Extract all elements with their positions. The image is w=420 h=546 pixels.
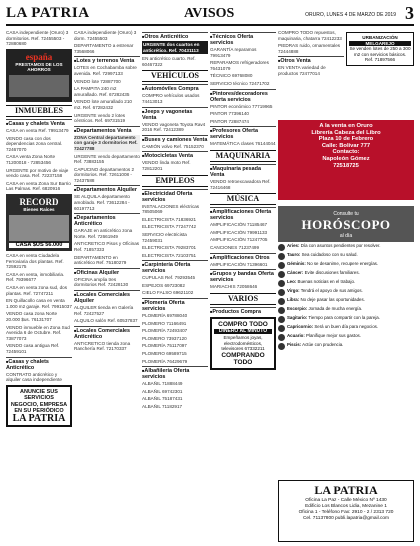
- sign-name: Géminis:: [287, 261, 306, 266]
- classified-ad: VENDO lote amurallado 210 m2. Ref. 67282432: [74, 99, 132, 110]
- sign-name: Capricornio:: [287, 324, 314, 329]
- column-1: [6, 30, 72, 542]
- realestate-brand: RECORD: [19, 196, 59, 207]
- classified-ad: URGENTE vendo departamento Ref. 73883155: [74, 153, 140, 165]
- category-heading: ■ Otros Venta: [278, 56, 344, 64]
- category-heading: ■ Maquinaria pesada Venta: [210, 164, 276, 178]
- leo-icon: [278, 280, 285, 287]
- classified-ad: LA PAMPITA 240 m2 amurallado. Ref. 67282435: [74, 86, 130, 97]
- footer-line: Edificio Los Blancos Lidia, Mezanine 1: [305, 504, 387, 509]
- horoscope-kicker: Consulte tu: [333, 211, 359, 217]
- classified-ad: CASA venta Zona Norte 71200018 - 72853456: [6, 154, 56, 165]
- section-heading: VARIOS: [210, 293, 276, 305]
- column-6: [346, 30, 414, 116]
- pisces-icon: [278, 343, 285, 350]
- sagittarius-icon: [278, 316, 285, 323]
- classified-ad: CONTRATO anticrético y alquiler casa independiente: [6, 371, 62, 383]
- classified-ad: CASA en venta Ref. 79913479: [6, 127, 69, 133]
- category-heading: ■ Oficinas Alquiler: [74, 268, 140, 276]
- classified-ad: CAPUCINO departamentos 2 dormitorios. Ref. 72611008 - 72437588: [74, 166, 134, 183]
- virgo-icon: [278, 289, 285, 296]
- sign-sagitario: [278, 315, 414, 323]
- classified-ad: PINTOR 77396140: [210, 111, 249, 117]
- classified-ad: CASA en venta zona sud, dos plantas. Ref. 72747211: [6, 285, 68, 296]
- classified-ad: VENDO vagoneta Toyota Rav4 2016 Ref. 72412389: [142, 121, 206, 133]
- classified-ad: DEPARTAMENTO en anticrético Ref. 75180279: [74, 254, 127, 266]
- classified-ad: REPARAMOS refrigeradores 76431079: [210, 60, 269, 71]
- notice-line: EN SU PERIÓDICO: [14, 408, 64, 414]
- book-ad-line: Librería Cabeza del Libro: [311, 129, 381, 136]
- category-heading: ■ Productos Compra: [210, 307, 276, 315]
- sign-tauro: [278, 252, 414, 260]
- classified-ad: VENDO casa zona Norte 20.000 $us. 76131707: [6, 311, 58, 323]
- classified-ad: ANTICRETICO tienda zona Ranchería Ref. 72170337: [74, 340, 131, 352]
- classified-ad: CASA en venta Zona Sur Barrio Las Palmas. Ref. 6820916: [6, 180, 71, 192]
- sign-aries: [278, 243, 414, 251]
- classified-ad: ESPEJOS 69723082: [142, 282, 185, 288]
- footer-logo: LA PATRIA: [314, 483, 378, 497]
- sign-name: Leo:: [287, 279, 297, 284]
- category-heading: ■ Amplificaciones Oferta servicios: [210, 207, 276, 221]
- section-title: AVISOS: [184, 6, 235, 21]
- classified-ad: VENDO retroexcavadora Ref. 72416468: [210, 178, 271, 190]
- classified-ad: DEPARTAMENTO a estrenar 73568066: [74, 43, 134, 54]
- classified-ad: CASA en venta Ciudadela Ferroviaria dos plantas. Ref. 72592175: [6, 253, 64, 270]
- classified-ad: CASA en venta, inmobiliaria. Ref. 79396677: [6, 271, 65, 283]
- classified-ad: SERVICIO técnico 72471702: [210, 80, 270, 86]
- sign-text: Sea cuidadoso con su salud.: [301, 252, 358, 257]
- classified-ad: ELECTRICISTA 77247742: [142, 224, 197, 230]
- urbanizacion-title: URBANIZACIÓN: [362, 35, 398, 40]
- aries-icon: [278, 244, 285, 251]
- sign-name: Sagitario:: [287, 315, 308, 320]
- category-heading: ■ Locales Comerciales Anticrético: [74, 326, 140, 340]
- classified-ad: CAMIÓN volvo Ref. 75152370: [142, 143, 204, 149]
- realestate-price: CASA $US 56.000: [9, 243, 69, 249]
- horoscope-header: [278, 206, 414, 242]
- compro-sub: DINERO AL MINUTO: [214, 329, 272, 335]
- sign-text: Tendrá el apoyo de sus amigos.: [300, 288, 363, 293]
- sign-name: Piscis:: [287, 342, 302, 347]
- category-heading: ■ Albañilería Oferta servicios: [142, 366, 208, 380]
- classified-ad: PLOMERÍA 69788040: [142, 313, 188, 319]
- category-heading: ■ Casas y chalets Anticrético: [6, 357, 72, 371]
- classified-ad: EN VENTA variedad de productos 72477014: [278, 65, 326, 76]
- category-heading: ■ Profesores Oferta servicios: [210, 126, 276, 140]
- sign-acuario: [278, 333, 414, 341]
- sign-text: Planifique mejor sus gastos.: [306, 333, 361, 338]
- classified-ad: PLOMERÍA 76429679: [142, 358, 188, 364]
- classified-ad: ALBAÑIL 69742301: [142, 388, 183, 394]
- category-heading: ■ Departamentos Venta: [74, 126, 140, 134]
- page-number: 3: [405, 3, 414, 23]
- notice-logo: LA PATRIA: [12, 413, 66, 425]
- sign-text: Actúe con prudencia.: [302, 342, 344, 347]
- footer-line: Oficina La Paz - Calle México Nº 1430: [305, 498, 387, 503]
- sign-name: Tauro:: [287, 252, 301, 257]
- category-heading: ■ Departamentos Alquiler: [74, 185, 140, 193]
- section-heading: MAQUINARIA: [210, 150, 276, 162]
- classified-ad: EN anticrético cuarto. Ref. 60467322: [142, 56, 196, 67]
- sign-text: Tiempo para compartir con la pareja.: [308, 315, 380, 320]
- advertise-notice: [6, 385, 72, 427]
- classified-ad: PLOMERO 69589715: [142, 351, 187, 357]
- sign-geminis: [278, 261, 414, 269]
- classified-ad: MARIACHIS 72058646: [210, 284, 258, 290]
- notice-line: ANUNCIE SUS SERVICIOS: [20, 388, 58, 402]
- book-ad-line: Plaza 10 de Febrero: [318, 136, 374, 143]
- book-ad-line: 72518725: [333, 162, 359, 169]
- urbanizacion-text: Se venden lotes de 250 a 300 m2 con servicios básicos. Ref. 71897566: [349, 46, 411, 63]
- classified-ad: LOTES en Cochabamba sobre avenida. Ref. 72997133: [74, 65, 137, 76]
- classified-ad: CIELO FALSO 69621102: [142, 290, 194, 296]
- category-heading: ■ Amplificaciones Otros: [210, 253, 276, 261]
- classified-ad: URGENTE vendo 2 lotes céntricos. Ref. 69731519: [74, 112, 126, 124]
- contact-box: [278, 480, 414, 542]
- sign-text: Será un buen día para negocios.: [314, 324, 379, 329]
- classified-ad: CASA independiente (Oruro) 3 dormitorios. Ref. 72455503 - 72880680: [6, 30, 69, 47]
- classified-ad: PIEDRAS ruido, ornamentales 72444888: [278, 43, 341, 54]
- classified-ad: ANTICRETICO Pisos y Oficinas Ref. 71857333: [74, 241, 140, 253]
- classified-ad: ALQUILER tienda en Galería Ref. 72427527: [74, 305, 134, 316]
- classified-ad: ALBAÑIL 71182917: [142, 404, 183, 409]
- sign-name: Acuario:: [287, 333, 305, 338]
- category-heading: ■ Departamentos Anticrético: [74, 213, 140, 227]
- column-4: [210, 30, 276, 542]
- classified-ad: INSTALACIONES eléctricas 78505069: [142, 203, 200, 215]
- sign-text: Evite discusiones familiares.: [304, 270, 360, 275]
- classified-ad: PLOMERO 71166491: [142, 320, 187, 326]
- classified-ad: ELECTRICISTA 72103751: [142, 252, 197, 258]
- category-heading: ■ Automóviles Compra: [142, 84, 208, 92]
- sign-escorpio: [278, 306, 414, 314]
- classified-ad: VENDO inmueble en Zona Sud Avenida 6 de Octubre. Ref. 73877073: [6, 324, 70, 341]
- classified-ad: ALBAÑIL 71888449: [142, 381, 183, 387]
- book-ad: [278, 120, 414, 200]
- bank-ad: [6, 49, 72, 102]
- classified-ad: VENDO casa antigua Ref. 72459101: [6, 343, 60, 354]
- classified-ad: CASA independiente (Oruro) 3 dorm. 72455503: [74, 30, 137, 41]
- classified-ad: CANCIONES 71237499: [210, 244, 260, 250]
- classified-ad: TÉCNICO 69768080: [210, 73, 253, 79]
- classified-ad: AMPLIFICACIÓN 79991133: [210, 229, 268, 235]
- sign-piscis: [278, 342, 414, 350]
- classified-ad: PLOMERÍA 72493407: [142, 328, 188, 334]
- classified-ad: VENDO linda moto Ref. 72812201: [142, 160, 191, 171]
- sign-text: No se desanime, recupere energías.: [307, 261, 379, 266]
- footer-line: Oficina 1 - Teléfono Fax: 2910 - 2 / 2313 720: [298, 510, 394, 515]
- classified-ad: GARAJE en anticrético zona Norte. Ref. 72661949: [74, 228, 133, 239]
- libra-icon: [278, 298, 285, 305]
- classified-ad: ELECTRICISTA 79283701: [142, 245, 197, 251]
- horoscope-title: HORÓSCOPO: [301, 217, 391, 232]
- gemini-icon: [278, 262, 285, 269]
- sign-leo: [278, 279, 414, 287]
- sign-name: Virgo:: [287, 288, 300, 293]
- classified-ad: SERVICIO electricista 72459031: [142, 231, 187, 243]
- sign-cancer: [278, 270, 414, 278]
- category-heading: ■ Jeeps y vagonetas Venta: [142, 107, 208, 121]
- category-heading: ■ Electricidad Oferta servicios: [142, 189, 208, 203]
- category-heading: ■ Buses y camiones Venta: [142, 135, 208, 143]
- classified-ad: OFICINA amplia tres dormitorios Ref. 72428130: [74, 276, 129, 288]
- column-2: [74, 30, 140, 542]
- classified-ad: COMPRO TODO repuestos, maquinaria, chatarra 72412233: [278, 30, 342, 41]
- book-ad-line: Contacto:: [332, 149, 360, 156]
- sign-capricornio: [278, 324, 414, 332]
- cancer-icon: [278, 271, 285, 278]
- sign-name: Cáncer:: [287, 270, 304, 275]
- notice-line: NEGOCIO, EMPRESA: [10, 401, 68, 408]
- classified-ad: PINTOR económico 77719965: [210, 103, 273, 109]
- bank-photo: [9, 75, 69, 97]
- horoscope-subtitle: al día: [339, 233, 353, 239]
- aquarius-icon: [278, 334, 285, 341]
- section-heading: VEHÍCULOS: [142, 70, 208, 82]
- urbanizacion-sub: MELGAREJO: [349, 41, 411, 47]
- classified-ad: AMPLIFICACIÓN 71396601: [210, 261, 268, 267]
- classified-ad: VENDO casa con dos dependencias zona central. 72467070: [6, 135, 63, 152]
- sign-libra: [278, 297, 414, 305]
- category-heading: ■ Pintores/decoradores Oferta servicios: [210, 89, 276, 103]
- classified-ad: AMPLIFICACIÓN 71185467: [210, 222, 268, 228]
- horoscope-panel: [278, 204, 414, 476]
- column-3: [142, 30, 208, 542]
- compro-heading: COMPRO TODO: [218, 320, 268, 328]
- sign-text: Jornada de mucha energía.: [308, 306, 363, 311]
- classified-ad: COMPRO vehículos usados 74413013: [142, 93, 200, 104]
- sign-text: Buenas noticias en el trabajo.: [297, 279, 356, 284]
- footer-line: Cel. 71137800 publi.lapatria@gmail.com: [302, 516, 390, 521]
- category-heading: ■ Plomería Oferta servicios: [142, 298, 208, 312]
- book-ad-line: Calle: Bolívar 777: [321, 142, 371, 149]
- masthead-logo: LA PATRIA: [6, 5, 90, 21]
- sign-name: Libra:: [287, 297, 300, 302]
- classified-ad: URGENTE dos cuartos en anticrético. Ref. 70431113: [142, 41, 208, 54]
- category-heading: ■ Grupos y bandas Oferta servicios: [210, 269, 276, 283]
- realestate-ad: [6, 194, 72, 251]
- capricorn-icon: [278, 325, 285, 332]
- category-heading: ■ Carpintería Oferta servicios: [142, 260, 208, 274]
- classified-ad: PLOMERÍA 75117097: [142, 343, 187, 349]
- book-ad-line: Napoleón Gómez: [322, 155, 370, 162]
- classified-ad: EN Quillacollo casa en venta 1.000 m2 garaje. Ref. 79915037: [6, 298, 72, 309]
- page-header: [6, 4, 414, 26]
- realestate-sub: Bienes Raíces: [23, 206, 55, 212]
- classified-ad: CUPULAS Ref. 79293545: [142, 275, 196, 281]
- sign-name: Escorpio:: [287, 306, 308, 311]
- bank-tagline: PRESTAMOS DE LOS AHORROS: [15, 61, 63, 73]
- compro-heading-2: COMPRANDO TODO: [221, 352, 265, 367]
- classified-ad: GARANTÍA reparamos 79913479: [210, 47, 257, 58]
- classified-ad: PLOMERO 73937120: [142, 335, 187, 341]
- category-heading: ■ Lotes y terrenos Venta: [74, 56, 140, 64]
- house-photo: [9, 215, 69, 241]
- classified-ad: ALQUILO salón Ref. 60537837: [74, 318, 138, 324]
- category-heading: ■ Casas y chalets Venta: [6, 119, 72, 127]
- urbanizacion-ad: [346, 32, 414, 66]
- scorpio-icon: [278, 307, 285, 314]
- sign-text: No deje pasar las oportunidades.: [300, 297, 365, 302]
- book-ad-box: [278, 120, 414, 200]
- section-heading: MÚSICA: [210, 193, 276, 205]
- classified-ad: ELECTRICISTA 71836921: [142, 216, 197, 222]
- classified-ad: URGENTE por motivo de viaje vendo casa. Ref. 72237158: [6, 167, 69, 179]
- classified-ad: AMPLIFICACIÓN 71247705: [210, 237, 268, 243]
- sign-virgo: [278, 288, 414, 296]
- category-heading: ■ Otros Anticrético: [142, 32, 208, 40]
- section-heading: INMUEBLES: [6, 105, 72, 117]
- compro-todo-ad: [210, 317, 276, 370]
- taurus-icon: [278, 253, 285, 260]
- compro-text: Empeñamos joyas, electrodomésticos, televisores 67332211: [221, 335, 265, 352]
- classified-ad: VENDO lote 72887700: [74, 78, 121, 84]
- sign-text: Día con asuntos pendientes por resolver.: [300, 243, 381, 248]
- classified-ad: ZONA Central departamento con garaje 3 dormitorios Ref. 72427788: [74, 135, 140, 152]
- book-ad-line: A la venta en Oruro: [319, 123, 373, 129]
- category-heading: ■ Motocicletas Venta: [142, 151, 208, 159]
- classified-ad: SE ALQUILA departamento amoblado. Ref. 73612284 - 60197713: [74, 194, 130, 211]
- classified-ad: ALBAÑIL 75187431: [142, 396, 183, 402]
- classified-ad: PINTOR 72887474: [210, 118, 249, 124]
- sign-name: Aries:: [287, 243, 300, 248]
- dateline: ORURO, LUNES 4 DE MARZO DE 2019: [305, 12, 396, 18]
- bank-brand: españa: [25, 51, 53, 62]
- section-heading: EMPLEOS: [142, 175, 208, 187]
- category-heading: ■ Locales Comerciales Alquiler: [74, 290, 140, 304]
- category-heading: ■ Técnicos Oferta servicios: [210, 32, 276, 46]
- classified-ad: MATEMÁTICA clases 76144044: [210, 141, 276, 147]
